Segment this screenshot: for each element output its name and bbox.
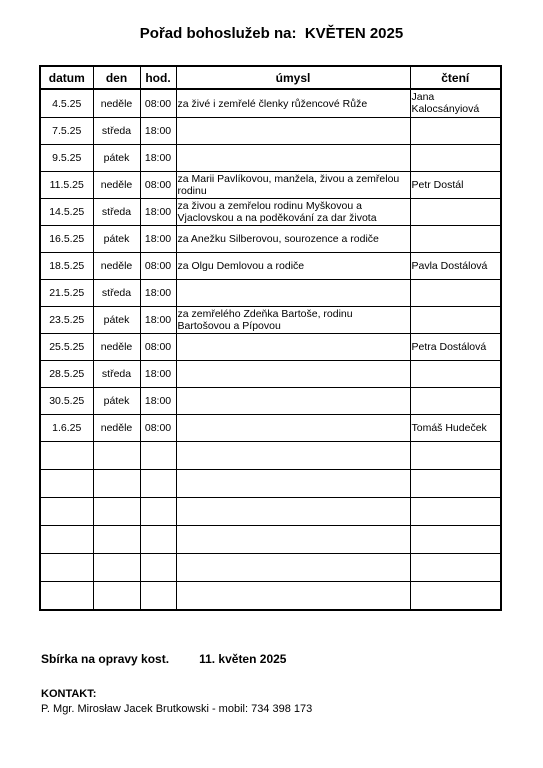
empty-cell [140, 470, 176, 498]
empty-cell [93, 554, 140, 582]
cell-reading [410, 199, 501, 226]
empty-cell [93, 582, 140, 611]
empty-cell [40, 498, 93, 526]
empty-cell [93, 498, 140, 526]
cell-day: neděle [93, 253, 140, 280]
cell-time: 18:00 [140, 145, 176, 172]
cell-day: pátek [93, 388, 140, 415]
cell-date: 9.5.25 [40, 145, 93, 172]
empty-cell [410, 470, 501, 498]
empty-cell [410, 554, 501, 582]
collection-date: 11. květen 2025 [199, 652, 287, 666]
cell-time: 18:00 [140, 388, 176, 415]
cell-date: 18.5.25 [40, 253, 93, 280]
cell-date: 14.5.25 [40, 199, 93, 226]
cell-day: středa [93, 118, 140, 145]
cell-date: 21.5.25 [40, 280, 93, 307]
empty-cell [140, 498, 176, 526]
cell-intent: za živé i zemřelé členky růžencové Růže [176, 89, 410, 118]
cell-day: pátek [93, 307, 140, 334]
cell-date: 28.5.25 [40, 361, 93, 388]
cell-day: neděle [93, 415, 140, 442]
empty-cell [93, 526, 140, 554]
collection-label: Sbírka na opravy kost. [41, 652, 170, 666]
cell-date: 23.5.25 [40, 307, 93, 334]
table-row [40, 361, 501, 388]
header-intent: úmysl [176, 66, 410, 89]
table-row-empty [40, 526, 501, 554]
cell-reading [410, 226, 501, 253]
empty-cell [176, 582, 410, 611]
cell-time: 18:00 [140, 226, 176, 253]
empty-cell [93, 442, 140, 470]
page-title [0, 25, 543, 42]
cell-time: 18:00 [140, 361, 176, 388]
cell-time: 18:00 [140, 118, 176, 145]
cell-reading: Petra Dostálová [410, 334, 501, 361]
table-row [40, 172, 501, 199]
table-row [40, 280, 501, 307]
table-row [40, 145, 501, 172]
cell-time: 08:00 [140, 253, 176, 280]
cell-date: 30.5.25 [40, 388, 93, 415]
empty-cell [40, 526, 93, 554]
cell-day: neděle [93, 172, 140, 199]
cell-intent [176, 388, 410, 415]
cell-date: 4.5.25 [40, 89, 93, 118]
cell-time: 08:00 [140, 334, 176, 361]
empty-cell [410, 442, 501, 470]
cell-date: 25.5.25 [40, 334, 93, 361]
cell-intent [176, 118, 410, 145]
cell-intent: za Anežku Silberovou, sourozence a rodiče [176, 226, 410, 253]
cell-time: 08:00 [140, 415, 176, 442]
header-reading: čtení [410, 66, 501, 89]
table-row [40, 226, 501, 253]
empty-cell [176, 442, 410, 470]
cell-day: pátek [93, 226, 140, 253]
empty-cell [40, 582, 93, 611]
empty-cell [410, 526, 501, 554]
cell-reading: Petr Dostál [410, 172, 501, 199]
header-time: hod. [140, 66, 176, 89]
empty-cell [40, 554, 93, 582]
empty-cell [176, 554, 410, 582]
cell-time: 08:00 [140, 172, 176, 199]
cell-intent [176, 145, 410, 172]
header-date: datum [40, 66, 93, 89]
cell-date: 16.5.25 [40, 226, 93, 253]
cell-day: středa [93, 280, 140, 307]
collection-note [41, 652, 286, 666]
empty-cell [140, 442, 176, 470]
table-header-row [40, 66, 501, 89]
cell-reading: Jana Kalocsányiová [410, 89, 501, 118]
empty-cell [140, 554, 176, 582]
cell-date: 11.5.25 [40, 172, 93, 199]
cell-reading [410, 307, 501, 334]
table-row-empty [40, 470, 501, 498]
title-month: KVĚTEN 2025 [304, 25, 404, 42]
table-row [40, 334, 501, 361]
table-body [40, 89, 501, 610]
empty-cell [40, 470, 93, 498]
cell-intent: za zemřelého Zdeňka Bartoše, rodinu Bartošovou a Pípovou [176, 307, 410, 334]
cell-day: pátek [93, 145, 140, 172]
cell-reading [410, 280, 501, 307]
empty-cell [410, 498, 501, 526]
cell-intent: za Marii Pavlíkovou, manžela, živou a zemřelou rodinu [176, 172, 410, 199]
empty-cell [140, 526, 176, 554]
table-row [40, 415, 501, 442]
table-row [40, 307, 501, 334]
contact-heading: KONTAKT: [41, 688, 97, 700]
contact-line: P. Mgr. Mirosław Jacek Brutkowski - mobil: 734 398 173 [41, 703, 313, 715]
empty-cell [140, 582, 176, 611]
cell-day: středa [93, 361, 140, 388]
empty-cell [176, 498, 410, 526]
table-row-empty [40, 554, 501, 582]
cell-intent [176, 280, 410, 307]
cell-reading: Tomáš Hudeček [410, 415, 501, 442]
empty-cell [40, 442, 93, 470]
cell-time: 18:00 [140, 199, 176, 226]
cell-reading: Pavla Dostálová [410, 253, 501, 280]
cell-intent [176, 361, 410, 388]
empty-cell [410, 582, 501, 611]
empty-cell [176, 526, 410, 554]
cell-date: 7.5.25 [40, 118, 93, 145]
table-row [40, 118, 501, 145]
cell-time: 18:00 [140, 280, 176, 307]
table-row [40, 253, 501, 280]
table-row-empty [40, 498, 501, 526]
cell-day: středa [93, 199, 140, 226]
table-row-empty [40, 442, 501, 470]
cell-reading [410, 361, 501, 388]
cell-day: neděle [93, 334, 140, 361]
schedule-table [39, 65, 502, 611]
table-row [40, 89, 501, 118]
cell-intent [176, 415, 410, 442]
cell-time: 08:00 [140, 89, 176, 118]
empty-cell [93, 470, 140, 498]
empty-cell [176, 470, 410, 498]
cell-day: neděle [93, 89, 140, 118]
cell-time: 18:00 [140, 307, 176, 334]
cell-reading [410, 388, 501, 415]
cell-intent [176, 334, 410, 361]
table-row [40, 388, 501, 415]
table-row-empty [40, 582, 501, 611]
cell-intent: za živou a zemřelou rodinu Myškovou a Vjaclovskou a na poděkování za dar života [176, 199, 410, 226]
title-prefix: Pořad bohoslužeb na: [139, 25, 297, 42]
cell-reading [410, 145, 501, 172]
cell-intent: za Olgu Demlovou a rodiče [176, 253, 410, 280]
cell-date: 1.6.25 [40, 415, 93, 442]
header-day: den [93, 66, 140, 89]
cell-reading [410, 118, 501, 145]
table-row [40, 199, 501, 226]
